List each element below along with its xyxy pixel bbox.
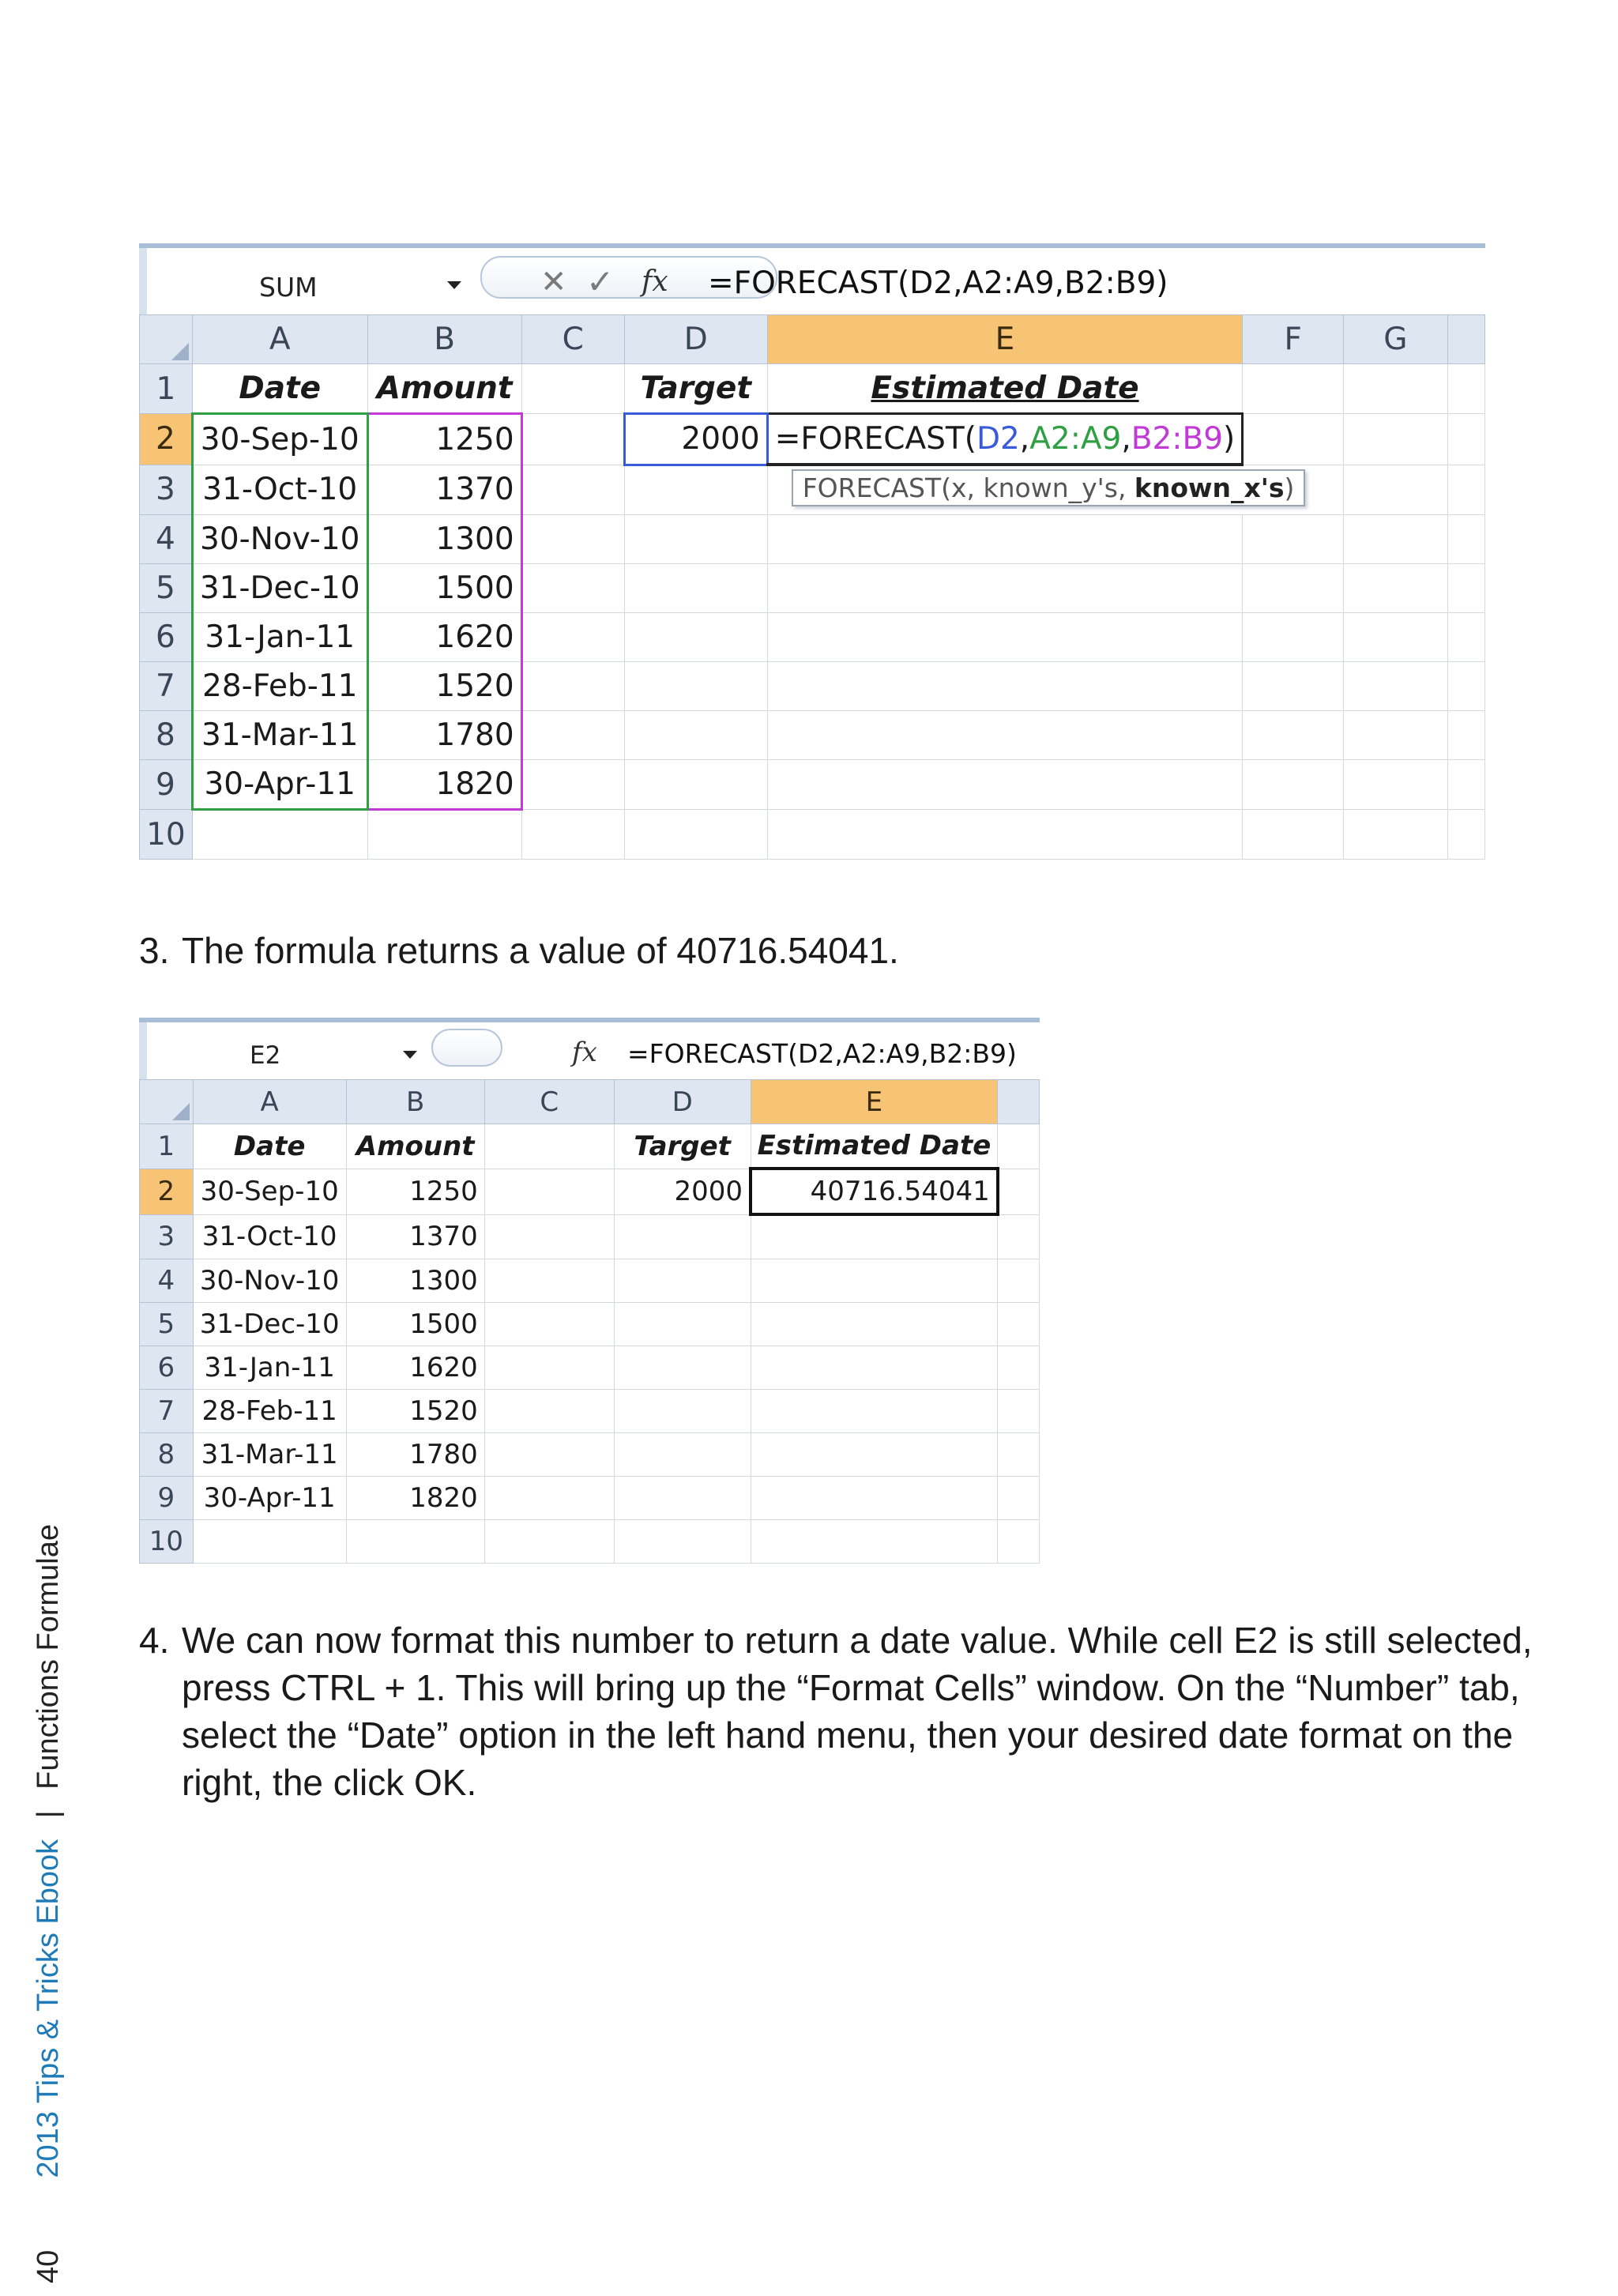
row-header[interactable]: 9 — [140, 760, 193, 810]
function-tooltip: FORECAST(x, known_y's, known_x's) — [792, 469, 1306, 506]
cell-amount[interactable]: 1500 — [367, 564, 521, 613]
cell-amount[interactable]: 1820 — [346, 1477, 484, 1520]
column-header[interactable]: B — [367, 315, 521, 364]
cell-amount[interactable]: 1620 — [346, 1346, 484, 1390]
row-header-selected[interactable]: 2 — [140, 414, 193, 465]
cell-date[interactable]: 31-Dec-10 — [193, 1303, 346, 1346]
row-header[interactable]: 6 — [140, 613, 193, 662]
excel-screenshot-result — [139, 1018, 1040, 1560]
cell-editing-formula[interactable]: =FORECAST(D2,A2:A9,B2:B9) — [767, 414, 1243, 465]
cell-date[interactable]: 30-Nov-10 — [192, 515, 367, 564]
row-header[interactable]: 1 — [140, 364, 193, 414]
row-header[interactable]: 6 — [140, 1346, 194, 1390]
cell-date[interactable]: 30-Sep-10 — [192, 414, 367, 465]
insert-function-icon[interactable]: fx — [572, 1037, 597, 1068]
column-header[interactable]: G — [1344, 315, 1447, 364]
cell-date[interactable]: 30-Sep-10 — [193, 1169, 346, 1214]
formula-bar — [139, 1018, 1040, 1081]
cell-header-target[interactable]: Target — [614, 1124, 751, 1169]
ebook-title: 2013 Tips & Tricks Ebook — [32, 1839, 65, 2178]
row-header[interactable]: 4 — [140, 515, 193, 564]
row-header[interactable]: 8 — [140, 711, 193, 760]
row-header[interactable]: 1 — [140, 1124, 194, 1169]
cell-date[interactable]: 30-Nov-10 — [193, 1259, 346, 1303]
name-box[interactable]: SUM — [259, 272, 318, 303]
formula-text[interactable]: =FORECAST(D2,A2:A9,B2:B9) — [708, 265, 1168, 301]
name-box[interactable]: E2 — [250, 1041, 281, 1070]
formula-text[interactable]: =FORECAST(D2,A2:A9,B2:B9) — [627, 1038, 1017, 1069]
step-3-paragraph — [139, 927, 899, 974]
cell-date[interactable]: 31-Oct-10 — [193, 1214, 346, 1259]
cell-header-amount[interactable]: Amount — [367, 364, 521, 414]
row-header[interactable]: 3 — [140, 1214, 194, 1259]
formula-buttons — [431, 1029, 502, 1067]
enter-check-icon[interactable]: ✓ — [586, 262, 615, 301]
page-number: 40 — [32, 2249, 65, 2283]
cell-amount[interactable]: 1520 — [346, 1390, 484, 1433]
cell-date[interactable]: 31-Jan-11 — [192, 613, 367, 662]
cell-amount[interactable]: 1250 — [367, 414, 521, 465]
cell-date[interactable]: 31-Jan-11 — [193, 1346, 346, 1390]
row-header[interactable]: 7 — [140, 662, 193, 711]
worksheet-grid — [139, 1079, 1040, 1564]
cell-amount[interactable]: 1300 — [367, 515, 521, 564]
cell-amount[interactable]: 1300 — [346, 1259, 484, 1303]
step-4-paragraph — [139, 1617, 1541, 1806]
cell-date[interactable]: 31-Mar-11 — [192, 711, 367, 760]
row-header-selected[interactable]: 2 — [140, 1169, 194, 1214]
column-header[interactable]: C — [484, 1080, 614, 1124]
row-header[interactable]: 5 — [140, 1303, 194, 1346]
cell-header-amount[interactable]: Amount — [346, 1124, 484, 1169]
cell-amount[interactable]: 1820 — [367, 760, 521, 810]
step-number: 3. — [139, 930, 170, 971]
row-header[interactable]: 4 — [140, 1259, 194, 1303]
cell-amount[interactable]: 1620 — [367, 613, 521, 662]
cell-result-selected[interactable]: 40716.54041 — [751, 1169, 998, 1214]
step-text: The formula returns a value of 40716.54041. — [182, 930, 899, 971]
chevron-down-icon[interactable] — [403, 1051, 417, 1059]
row-header[interactable]: 5 — [140, 564, 193, 613]
footer-separator: | — [32, 1810, 65, 1819]
row-header[interactable]: 8 — [140, 1433, 194, 1477]
column-header[interactable]: D — [614, 1080, 751, 1124]
cell-header-estimated-date[interactable]: Estimated Date — [751, 1124, 998, 1169]
row-header[interactable]: 7 — [140, 1390, 194, 1433]
row-header[interactable]: 9 — [140, 1477, 194, 1520]
column-header[interactable]: B — [346, 1080, 484, 1124]
page-footer — [32, 1524, 66, 2283]
column-header[interactable]: A — [193, 1080, 346, 1124]
cell-date[interactable]: 30-Apr-11 — [193, 1477, 346, 1520]
worksheet-grid — [139, 314, 1485, 860]
cell-amount[interactable]: 1780 — [367, 711, 521, 760]
cell-date[interactable]: 31-Dec-10 — [192, 564, 367, 613]
cell-date[interactable]: 28-Feb-11 — [193, 1390, 346, 1433]
chevron-down-icon[interactable] — [447, 281, 461, 289]
section-title: Functions Formulae — [32, 1524, 65, 1790]
cell-amount[interactable]: 1780 — [346, 1433, 484, 1477]
cell-amount[interactable]: 1500 — [346, 1303, 484, 1346]
cell-target[interactable]: 2000 — [624, 414, 767, 465]
cancel-x-icon[interactable]: ✕ — [540, 264, 567, 300]
row-header[interactable]: 3 — [140, 465, 193, 515]
step-text: We can now format this number to return a date value. While cell E2 is still selected, press CTRL + 1. This will bring up the “Format Cells” window. On the “Number” tab, select the “Date” option in the left hand menu, then your desired date format on the right, the click OK. — [182, 1620, 1533, 1803]
cell-date[interactable]: 30-Apr-11 — [192, 760, 367, 810]
column-header-selected[interactable]: E — [767, 315, 1243, 364]
cell-amount[interactable]: 1370 — [367, 465, 521, 515]
column-header[interactable]: C — [521, 315, 624, 364]
cell-amount[interactable]: 1250 — [346, 1169, 484, 1214]
insert-function-icon[interactable]: fx — [642, 265, 668, 298]
cell-header-target[interactable]: Target — [624, 364, 767, 414]
cell-header-date[interactable]: Date — [193, 1124, 346, 1169]
cell-header-estimated-date[interactable]: Estimated Date — [767, 364, 1243, 414]
column-header[interactable]: D — [624, 315, 767, 364]
row-header[interactable]: 10 — [140, 1520, 194, 1564]
cell-amount[interactable]: 1520 — [367, 662, 521, 711]
formula-bar — [139, 243, 1485, 316]
cell-amount[interactable]: 1370 — [346, 1214, 484, 1259]
cell-header-date[interactable]: Date — [192, 364, 367, 414]
cell-date[interactable]: 31-Mar-11 — [193, 1433, 346, 1477]
column-header[interactable]: A — [192, 315, 367, 364]
select-all-corner[interactable] — [140, 315, 193, 364]
excel-screenshot-editing — [139, 243, 1485, 860]
column-header-selected[interactable]: E — [751, 1080, 998, 1124]
cell-date[interactable]: 28-Feb-11 — [192, 662, 367, 711]
step-number: 4. — [139, 1620, 170, 1661]
column-header[interactable]: F — [1243, 315, 1344, 364]
cell-date[interactable]: 31-Oct-10 — [192, 465, 367, 515]
select-all-corner[interactable] — [140, 1080, 194, 1124]
cell-target[interactable]: 2000 — [614, 1169, 751, 1214]
row-header[interactable]: 10 — [140, 810, 193, 860]
